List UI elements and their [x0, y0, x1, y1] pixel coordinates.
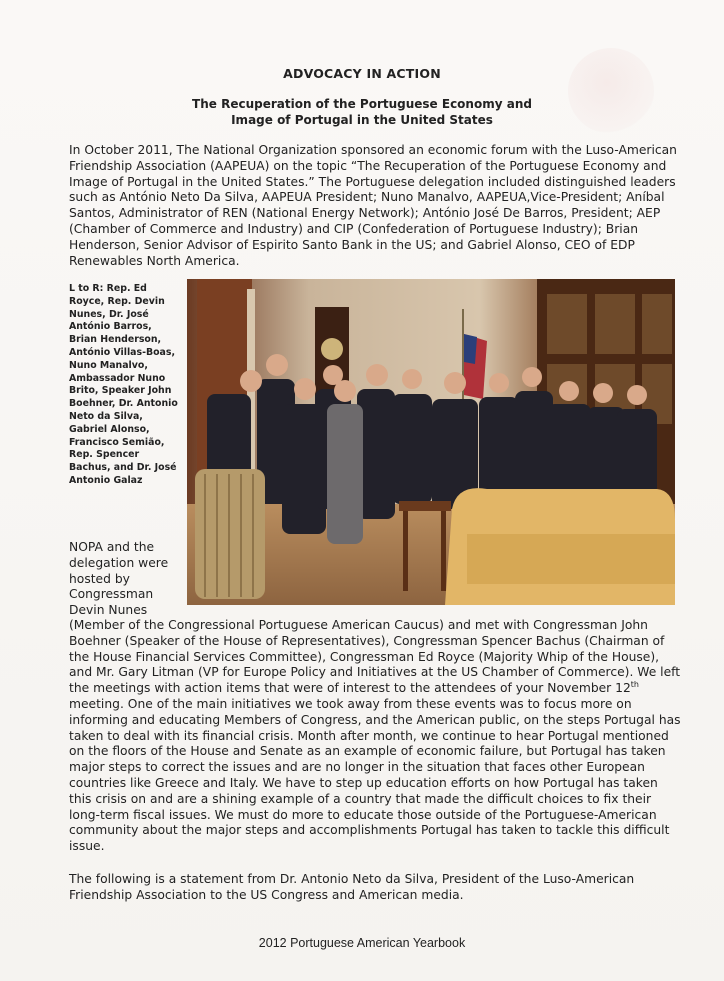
main-paragraph [69, 618, 681, 855]
intro-paragraph: In October 2011, The National Organization sponsored an economic forum with the Luso-American Friendship Association (AAPEUA) on the topic “The Recuperation of the Portuguese Economy and Image of Portugal in the United States.” The Portuguese delegation included distinguished leaders such as António Neto Da Silva, AAPEUA President; Nuno Manalvo, AAPEUA,Vice-President; Aníbal Santos, Administrator of REN (National Energy Network); António José De Barros, President; AEP (Chamber of Commerce and Industry) and CIP (Confederation of Portuguese Industry); Brian Henderson, Senior Advisor of Espirito Santo Bank in the US; and Gabriel Alonso, CEO of EDP Renewables North America. [69, 143, 677, 268]
article-title-line-1: The Recuperation of the Portuguese Economy and [192, 97, 532, 111]
section-title: ADVOCACY IN ACTION [283, 66, 441, 81]
main-paragraph-part-1: (Member of the Congressional Portuguese American Caucus) and met with Congressman John Boehner (Speaker of the House of Representatives), Congressman Spencer Bachus (Chairman of the House Financial Services Committee), Congressman Ed Royce (Majority Whip of the House), and Mr. Gary Litman (VP for Europe Policy and Initiatives at the US Chamber of Commerce). We left the meetings with action items that were of interest to the attendees of your November 12 [69, 618, 681, 696]
group-photo-illustration [187, 279, 675, 605]
ordinal-suffix: th [630, 680, 640, 690]
side-paragraph: NOPA and the delegation were hosted by Congressman Devin Nunes [69, 540, 169, 618]
page-footer: 2012 Portuguese American Yearbook [258, 936, 466, 950]
group-photo [187, 279, 675, 605]
article-title [0, 96, 724, 128]
main-paragraph-part-2: meeting. One of the main initiatives we took away from these events was to focus more on informing and educating Members of Congress, and the American public, on the steps Portugal has taken to deal with its financial crisis. Month after month, we continue to hear Portugal mentioned on the floors of the House and Senate as an example of economic failure, but Portugal has taken major steps to correct the issues and are no longer in the situation that faces other European countries like Greece and Italy. We have to step up education efforts on how Portugal has taken this crisis on and are a shining example of a country that made the difficult choices to fix their long-term fiscal issues. We must do more to educate those outside of the Portuguese-American community about the major steps and accomplishments Portugal has taken to tackle this difficult issue. [69, 696, 681, 854]
article-title-line-2: Image of Portugal in the United States [231, 113, 493, 127]
photo-caption: L to R: Rep. Ed Royce, Rep. Devin Nunes, Dr. José António Barros, Brian Henderson, António Villas-Boas, Nuno Manalvo, Ambassador Nuno Brito, Speaker John Boehner, Dr. Antonio Neto da Silva, Gabriel Alonso, Francisco Semião, Rep. Spencer Bachus, and Dr. José Antonio Galaz [69, 283, 178, 486]
closing-paragraph: The following is a statement from Dr. Antonio Neto da Silva, President of the Luso-American Friendship Association to the US Congress and American media. [69, 872, 635, 902]
